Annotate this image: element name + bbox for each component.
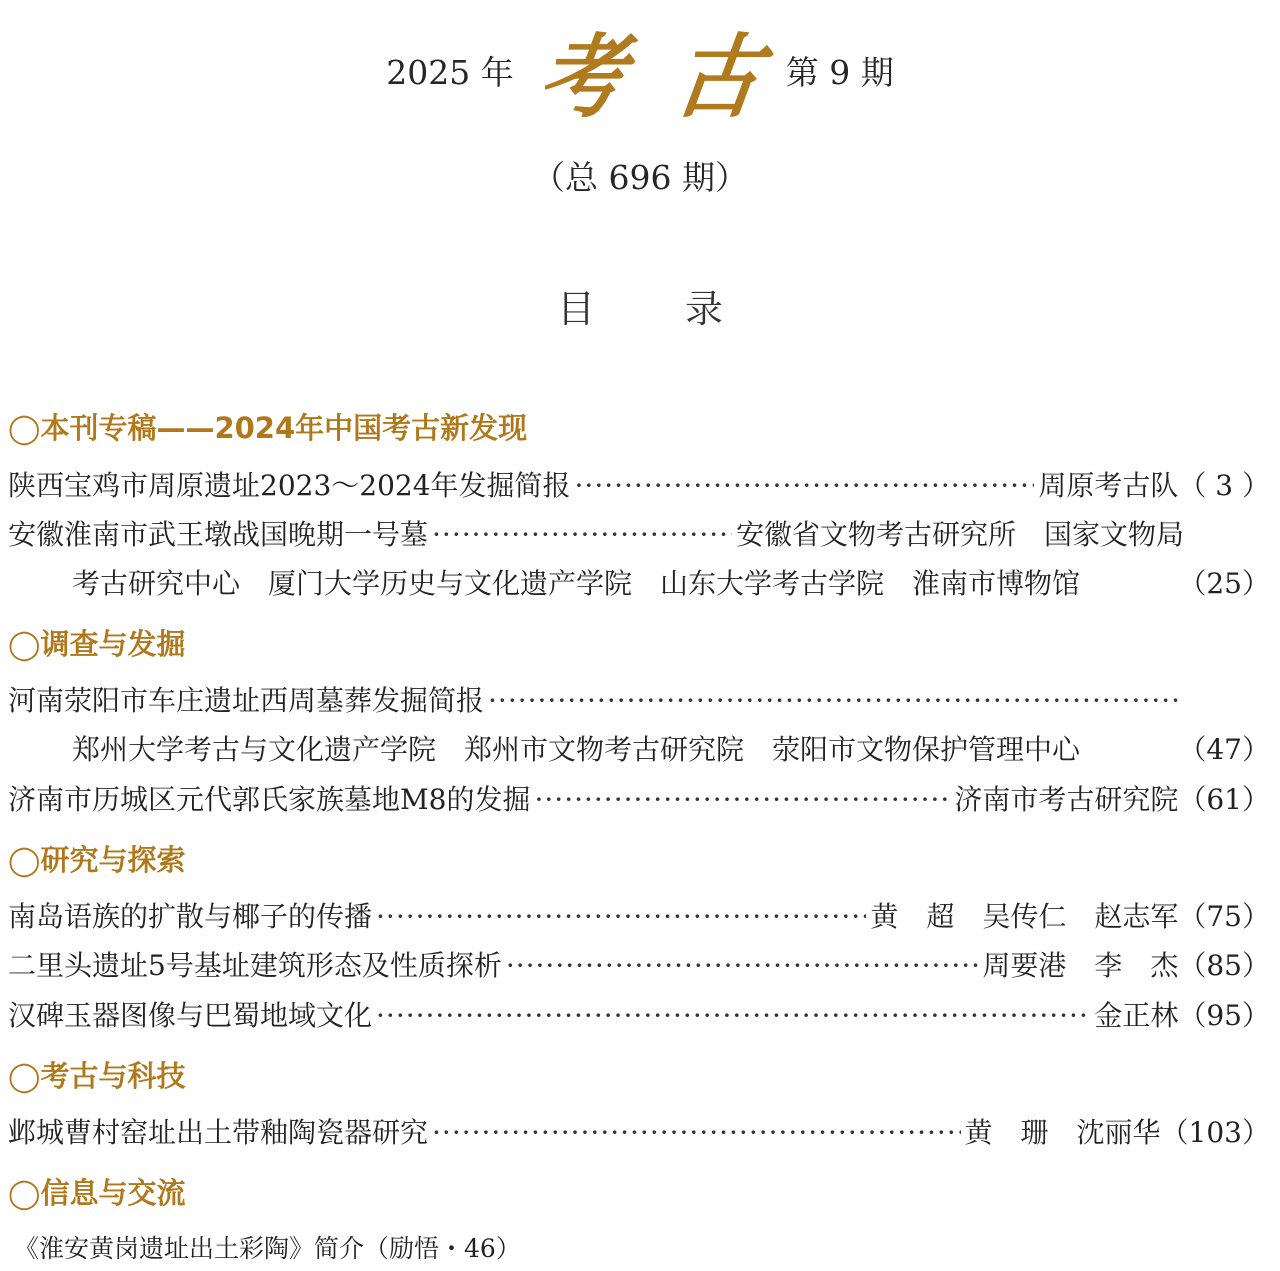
leader-dots (376, 996, 1090, 1036)
entry-title: 河南荥阳市车庄遗址西周墓葬发掘简报 (8, 684, 485, 717)
total-issue-number: （总 696 期） (532, 158, 748, 197)
entry-page: （95） (1178, 999, 1270, 1032)
section-heading-science: ◯考古与科技 (8, 1059, 186, 1093)
entry-title: 南岛语族的扩散与椰子的传播 (8, 900, 373, 933)
entry-page: （47） (1178, 733, 1270, 766)
leader-dots (488, 681, 1180, 721)
leader-dots (376, 897, 866, 937)
info-note[interactable]: 《淮安黄岗遗址出土彩陶》简介（励悟・46） (14, 1234, 521, 1263)
entry-page: （61） (1178, 783, 1270, 816)
section-heading-survey: ◯调查与发掘 (8, 627, 186, 661)
toc-entry[interactable] (8, 466, 1270, 506)
entry-authors: 考古研究中心 厦门大学历史与文化遗产学院 山东大学考古学院 淮南市博物馆 (72, 567, 1081, 600)
leader-dots (432, 515, 732, 555)
entry-authors: 黄 超 吴传仁 赵志军 (870, 900, 1179, 933)
toc-heading (0, 278, 1280, 333)
entry-title: 安徽淮南市武王墩战国晚期一号墓 (8, 518, 429, 551)
toc-heading-char-1: 目 (556, 287, 595, 331)
entry-title: 邺城曹村窑址出土带釉陶瓷器研究 (8, 1116, 429, 1149)
toc-entry[interactable] (8, 996, 1270, 1036)
toc-entry-continuation (72, 730, 1270, 770)
leader-dots (506, 946, 979, 986)
entry-authors: 金正林 (1094, 999, 1179, 1032)
toc-entry[interactable] (8, 780, 1270, 820)
entry-title: 陕西宝鸡市周原遗址2023～2024年发掘简报 (8, 469, 571, 502)
entry-authors: 周原考古队 (1038, 469, 1179, 502)
issue-number: 第 9 期 (785, 52, 894, 92)
toc-entry[interactable] (8, 897, 1270, 937)
entry-authors: 安徽省文物考古研究所 国家文物局 (735, 518, 1184, 551)
toc-entry[interactable] (8, 515, 1270, 555)
journal-logo (532, 22, 768, 130)
entry-page: （75） (1178, 900, 1270, 933)
toc-entry[interactable] (8, 946, 1270, 986)
toc-entry[interactable] (8, 1113, 1270, 1153)
section-heading-research: ◯研究与探索 (8, 843, 186, 877)
entry-authors: 黄 珊 沈丽华 (964, 1116, 1161, 1149)
journal-logo-char-2: 古 (668, 22, 768, 130)
journal-logo-char-1: 考 (532, 22, 632, 130)
leader-dots (432, 1113, 961, 1153)
entry-authors: 周要港 李 杰 (982, 949, 1179, 982)
toc-heading-char-2: 录 (685, 287, 724, 331)
section-heading-special: ◯本刊专稿——2024年中国考古新发现 (8, 411, 528, 445)
toc-entry-continuation (72, 564, 1270, 604)
entry-page: （103） (1160, 1116, 1270, 1149)
issue-year: 2025 年 (386, 52, 514, 92)
leader-dots (575, 466, 1035, 506)
entry-page: （25） (1178, 567, 1270, 600)
entry-title: 济南市历城区元代郭氏家族墓地M8的发掘 (8, 783, 531, 816)
leader-dots (535, 780, 951, 820)
toc-entry[interactable] (8, 681, 1270, 721)
masthead (0, 22, 1280, 132)
entry-authors: 郑州大学考古与文化遗产学院 郑州市文物考古研究院 荥阳市文物保护管理中心 (72, 733, 1081, 766)
entry-authors: 济南市考古研究院 (954, 783, 1179, 816)
entry-title: 二里头遗址5号基址建筑形态及性质探析 (8, 949, 502, 982)
entry-page: （85） (1178, 949, 1270, 982)
entry-title: 汉碑玉器图像与巴蜀地域文化 (8, 999, 373, 1032)
section-heading-info: ◯信息与交流 (8, 1176, 186, 1210)
entry-page: （ 3 ） (1178, 469, 1270, 502)
